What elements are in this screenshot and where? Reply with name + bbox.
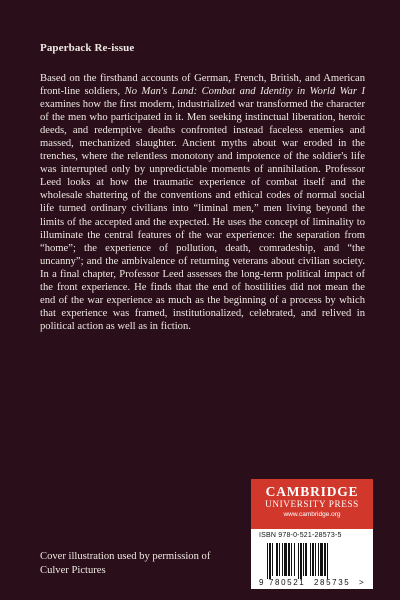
- publisher-subtitle: UNIVERSITY PRESS: [265, 499, 359, 509]
- barcode-bar: [303, 543, 304, 576]
- description-intro: Based on the firsthand accounts of German, French, British, and American front-line soldiers,: [40, 73, 365, 98]
- barcode-bar: [294, 543, 295, 576]
- barcode-digits-right: 285735: [314, 578, 351, 587]
- barcode-bar: [318, 543, 319, 576]
- barcode-bar: [291, 543, 292, 576]
- barcode-bar: [310, 543, 311, 576]
- barcode-bar: [269, 543, 271, 579]
- barcode-digits-left: 780521: [269, 578, 306, 587]
- barcode-block: [251, 529, 373, 589]
- barcode-bar: [298, 543, 299, 579]
- barcode-bar: [327, 543, 328, 579]
- barcode-bar: [324, 543, 326, 576]
- cover-illustration-credit: Cover illustration used by permission of Culver Pictures: [40, 551, 211, 576]
- barcode-bar: [315, 543, 316, 576]
- isbn-number: ISBN 978-0-521-28573-5: [259, 532, 342, 539]
- barcode-bar: [276, 543, 278, 576]
- description-body: examines how the first modern, industrialized war transformed the character of the men who participated in it. Men seeking instinctual liberation, heroic deeds, and redemptive deaths confronted instead faceless enemies and massed, mechanized slaughter. Ancient myths about war eroded in the trenches, where the relentless monotony and impotence of the soldier's life was interrupted only by unpredictable moments of annihilation. Professor Leed looks at how the traumatic experience of combat itself and the wholesale shattering of the conventions and ethical codes of normal social life turned ordinary civilians into “liminal men,” men living beyond the limits of the accepted and the expected. He uses the concept of liminality to illuminate the central features of the war experience: the separation from “home”; the experience of pollution, death, comradeship, and “the uncanny”; and the ambivalence of returning veterans about civilian society. In a final chapter, Professor Leed assesses the long-term political impact of the front experience. He finds that the end of hostilities did not mean the end of the war experience as much as the beginning of a process by which that experience was framed, institutionalized, celebrated, and relived in political action as well as in fiction.: [40, 99, 365, 332]
- barcode-bar: [312, 543, 314, 576]
- publisher-url: www.cambridge.org: [283, 511, 341, 518]
- barcode-bar: [305, 543, 307, 576]
- barcode-bar: [279, 543, 280, 576]
- publisher-logo-block: [251, 479, 373, 529]
- barcode-bar: [288, 543, 290, 576]
- barcode-icon: [259, 543, 365, 587]
- book-title: No Man's Land: Combat and Identity in World War I: [124, 86, 365, 98]
- barcode-bar: [272, 543, 273, 576]
- barcode-bar: [284, 543, 287, 576]
- publisher-name: CAMBRIDGE: [265, 484, 359, 499]
- barcode-digit-first: 9: [259, 578, 264, 587]
- barcode-bar: [320, 543, 323, 576]
- barcode-bar: [267, 543, 268, 579]
- barcode-bar: [300, 543, 302, 579]
- book-description: [40, 72, 365, 333]
- edition-heading: Paperback Re-issue: [40, 42, 135, 54]
- barcode-bar: [282, 543, 283, 576]
- barcode-add-on: >: [359, 578, 364, 587]
